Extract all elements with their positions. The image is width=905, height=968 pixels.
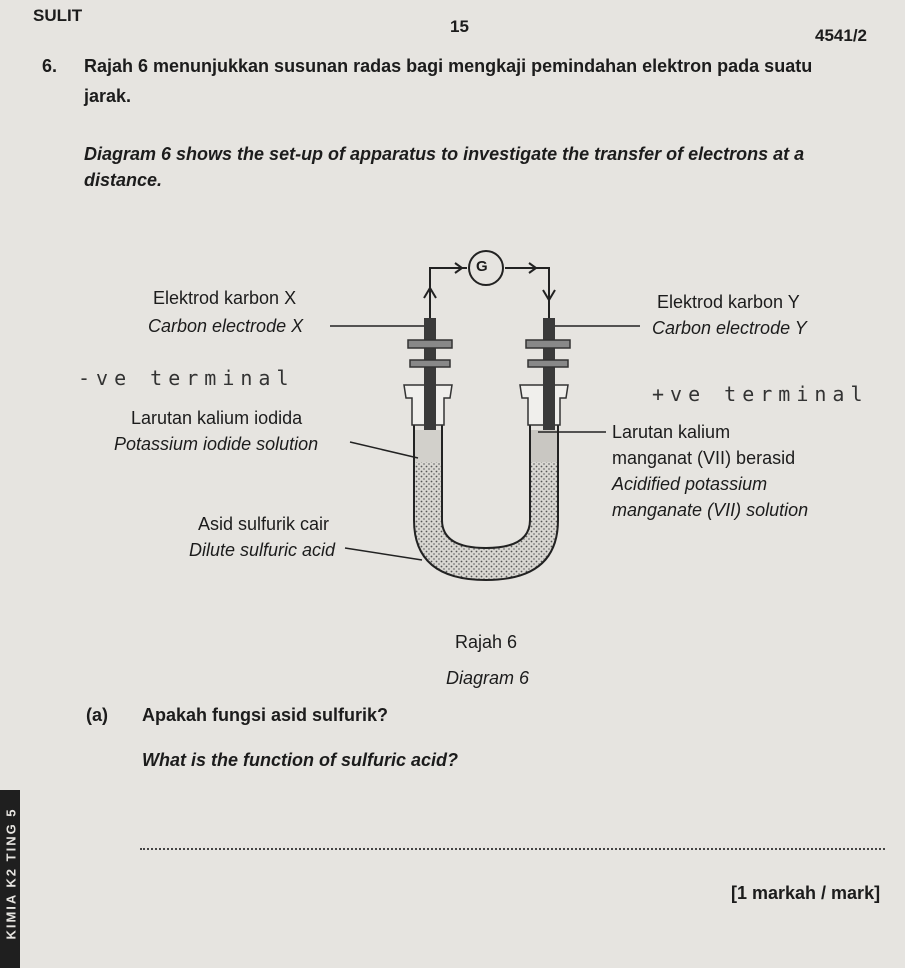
positive-terminal-note: +ve terminal: [652, 382, 869, 406]
right-arm-solution: [530, 430, 558, 462]
right-solution-malay-1: Larutan kalium: [612, 422, 731, 442]
galvanometer-label: G: [476, 258, 488, 275]
question-malay-line2: jarak.: [84, 86, 132, 106]
header-sulit: SULIT: [33, 6, 83, 25]
carbon-electrode-y: [543, 318, 555, 430]
left-arm-solution: [414, 430, 442, 462]
right-solution-english-1: Acidified potassium: [612, 474, 768, 494]
acid-malay: Asid sulfurik cair: [198, 514, 330, 534]
label-pointer: [330, 326, 640, 560]
question-number: 6.: [42, 56, 58, 76]
acid-english: Dilute sulfuric acid: [189, 540, 336, 560]
carbon-electrode-x: [424, 318, 436, 430]
right-solution-malay-2: manganat (VII) berasid: [612, 448, 796, 468]
part-a-malay: Apakah fungsi asid sulfurik?: [142, 705, 389, 725]
diagram-caption-english: Diagram 6: [446, 668, 530, 688]
left-solution-english: Potassium iodide solution: [114, 434, 319, 454]
side-tab: [0, 790, 20, 968]
diagram-caption-malay: Rajah 6: [455, 632, 518, 652]
question-english-line1: Diagram 6 shows the set-up of apparatus to investigate the transfer of electrons at a: [84, 144, 805, 164]
left-solution-malay: Larutan kalium iodida: [131, 408, 303, 428]
marks-allocation: [1 markah / mark]: [731, 883, 881, 903]
part-a-label: (a): [86, 705, 108, 725]
part-a-english: What is the function of sulfuric acid?: [142, 750, 459, 770]
page-number: 15: [450, 17, 469, 36]
paper-code: 4541/2: [815, 26, 867, 45]
left-electrode-english: Carbon electrode X: [148, 316, 304, 336]
side-tab-label: KIMIA K2 TING 5: [3, 807, 19, 940]
negative-terminal-note: -ve terminal: [78, 366, 295, 390]
question-malay-line1: Rajah 6 menunjukkan susunan radas bagi mengkaji pemindahan elektron pada suatu: [84, 56, 813, 76]
right-electrode-malay: Elektrod karbon Y: [657, 292, 800, 312]
left-electrode-malay: Elektrod karbon X: [153, 288, 297, 308]
answer-line[interactable]: [140, 848, 885, 850]
right-solution-english-2: manganate (VII) solution: [612, 500, 809, 520]
question-english-line2: distance.: [84, 170, 163, 190]
right-electrode-english: Carbon electrode Y: [652, 318, 807, 338]
u-tube-solution: [414, 462, 558, 580]
